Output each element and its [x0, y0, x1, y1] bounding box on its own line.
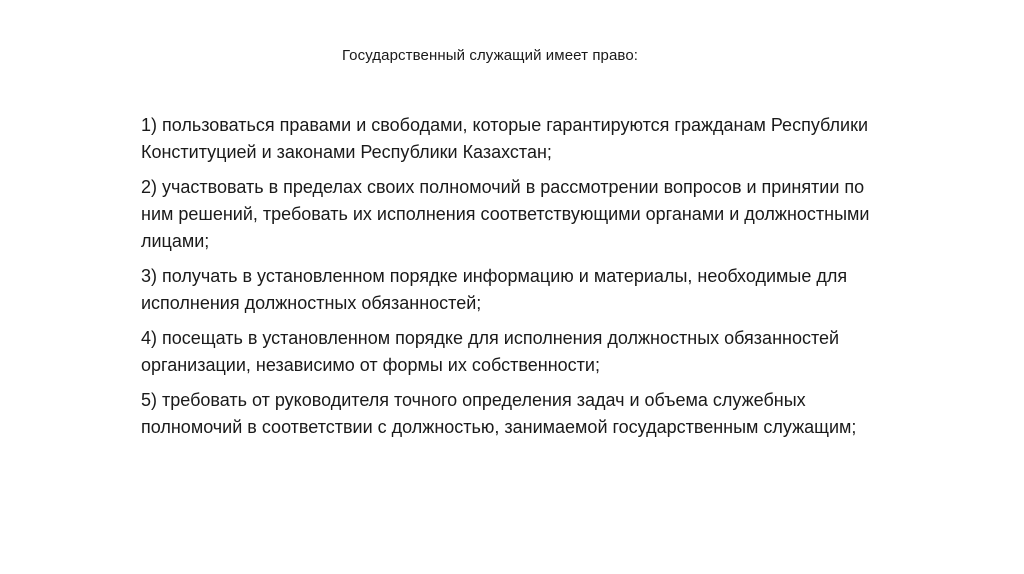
rights-item-1: 1) пользоваться правами и свободами, которые гарантируются гражданам Республики Конституцией и законами Республики Казахстан; [141, 115, 869, 162]
rights-item-3: 3) получать в установленном порядке информацию и материалы, необходимые для исполнения должностных обязанностей; [141, 266, 848, 313]
slide-title: Государственный служащий имеет право: [341, 47, 639, 64]
rights-list [141, 112, 901, 449]
rights-item-5: 5) требовать от руководителя точного определения задач и объема служебных полномочий в соответствии с должностью, занимаемой государственным служащим; [141, 390, 857, 437]
rights-item-4: 4) посещать в установленном порядке для исполнения должностных обязанностей организации, независимо от формы их собственности; [141, 328, 840, 375]
rights-item-2: 2) участвовать в пределах своих полномочий в рассмотрении вопросов и принятии по ним решений, требовать их исполнения соответствующими органами и должностными лицами; [141, 177, 870, 251]
